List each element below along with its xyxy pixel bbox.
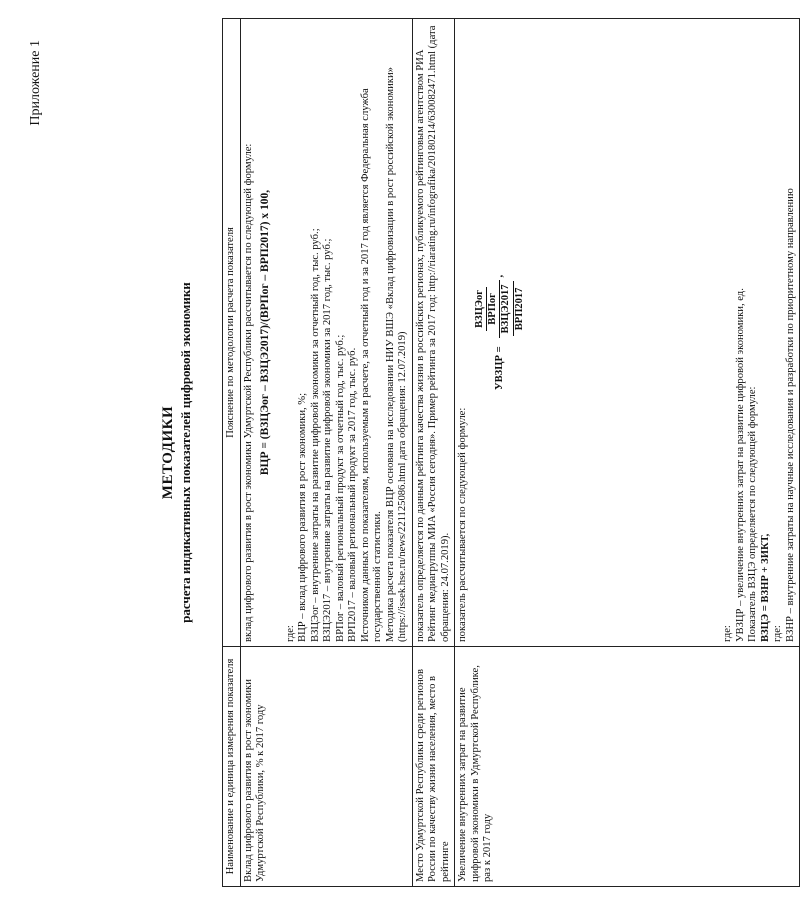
table-row (240, 19, 412, 887)
row1-line: ВРП2017 – валовый региональный продукт за 2017 год, тыс. руб. (347, 347, 359, 642)
row2-name: Место Удмуртской Республики среди регионов России по качеству жизни населения, место в рейтинге (412, 647, 455, 887)
row3-formula-lhs: УВЗЦР = (493, 346, 505, 391)
row3-line: где: (722, 625, 734, 642)
row1-line: ВЗЦЭог – внутренние затраты на развитие цифровой экономики за отчетный год, тыс. руб.; (309, 228, 321, 642)
row3-line: УВЗЦР – увеличение внутренних затрат на развитие цифровой экономики, ед. (734, 288, 746, 642)
row1-line: где: (284, 625, 296, 642)
row1-line: ВЗЦЭ2017 – внутренние затраты на развитие цифровой экономики за 2017 год, тыс. руб.; (322, 238, 334, 642)
row1-line: Методика расчета показателя ВЦР основана на исследовании НИУ ВШЭ «Вклад цифровизации в рост российской экономики» (https://issek.hse.ru/news/221125086.html дата обращения: 12.07.2019) (384, 67, 409, 642)
row3-explanation (455, 19, 800, 647)
row3-formula: УВЗЦР = ВЗЦЭог ВРПог ВЗЦЭ2017 ВРП2017 , (473, 274, 525, 391)
row1-line: Источником данных по показателям, используемым в расчете, за отчетный год и за 2017 год является Федеральная служба государственной статистики. (359, 88, 384, 642)
row3-den-top: ВЗЦЭ2017 (500, 281, 513, 336)
row3-name: Увеличение внутренних затрат на развитие цифровой экономики в Удмуртской Республике, раз к 2017 году (455, 647, 800, 887)
row3-line: ВЗНР – внутренние затраты на научные исследования и разработки по приоритетному направлению (784, 188, 796, 642)
document-title: МЕТОДИКИ (160, 405, 176, 500)
row3-num-top: ВЗЦЭог (474, 287, 487, 331)
row3-num-bottom: ВРПог (486, 293, 498, 325)
row1-name: Вклад цифрового развития в рост экономики Удмуртской Республики, % к 2017 году (240, 647, 412, 887)
appendix-label: Приложение 1 (28, 40, 43, 126)
row3-den-bottom: ВРП2017 (513, 287, 525, 331)
row1-line: ВРПог – валовый региональный продукт за отчетный год, тыс. руб.; (334, 334, 346, 642)
table-row (455, 19, 800, 887)
header-methodology: Пояснение по методологии расчета показателя (223, 19, 241, 647)
row3-line: где: (772, 625, 784, 642)
header-indicator-name: Наименование и единица измерения показателя (223, 647, 241, 887)
row3-intro: показатель рассчитывается по следующей формуле: (457, 407, 469, 642)
row3-formula-fraction (474, 277, 527, 340)
table-row (412, 19, 455, 887)
methodology-table (222, 18, 800, 887)
row2-explanation: показатель определяется по данным рейтинга качества жизни в российских регионах, публикуемого рейтинговым агентством РИА Рейтинг медиагруппы МИА «Россия сегодня». Пример рейтинга за 2017 год: http://riarating.ru/infografika/20180214/630082471.html (дата обращения: 24.07.2019). (412, 19, 455, 647)
row1-line: ВЦР – вклад цифрового развития в рост экономики, %; (297, 392, 309, 642)
row3-formula2: ВЗЦЭ = ВЗНР + ЗИКТ, (759, 533, 771, 642)
table-header-row (223, 19, 241, 887)
row1-formula: ВЦР = (ВЗЦЭог – ВЗЦЭ2017)/(ВРПог – ВРП2017) х 100, (259, 189, 271, 476)
document-subtitle: расчета индикативных показателей цифровой экономики (178, 282, 193, 623)
row1-explanation (240, 19, 412, 647)
row3-line: Показатель ВЗЦЭ определяется по следующей формуле: (747, 386, 759, 642)
row1-intro: вклад цифрового развития в рост экономики Удмуртской Республики рассчитывается по следующей формуле: (242, 143, 254, 642)
